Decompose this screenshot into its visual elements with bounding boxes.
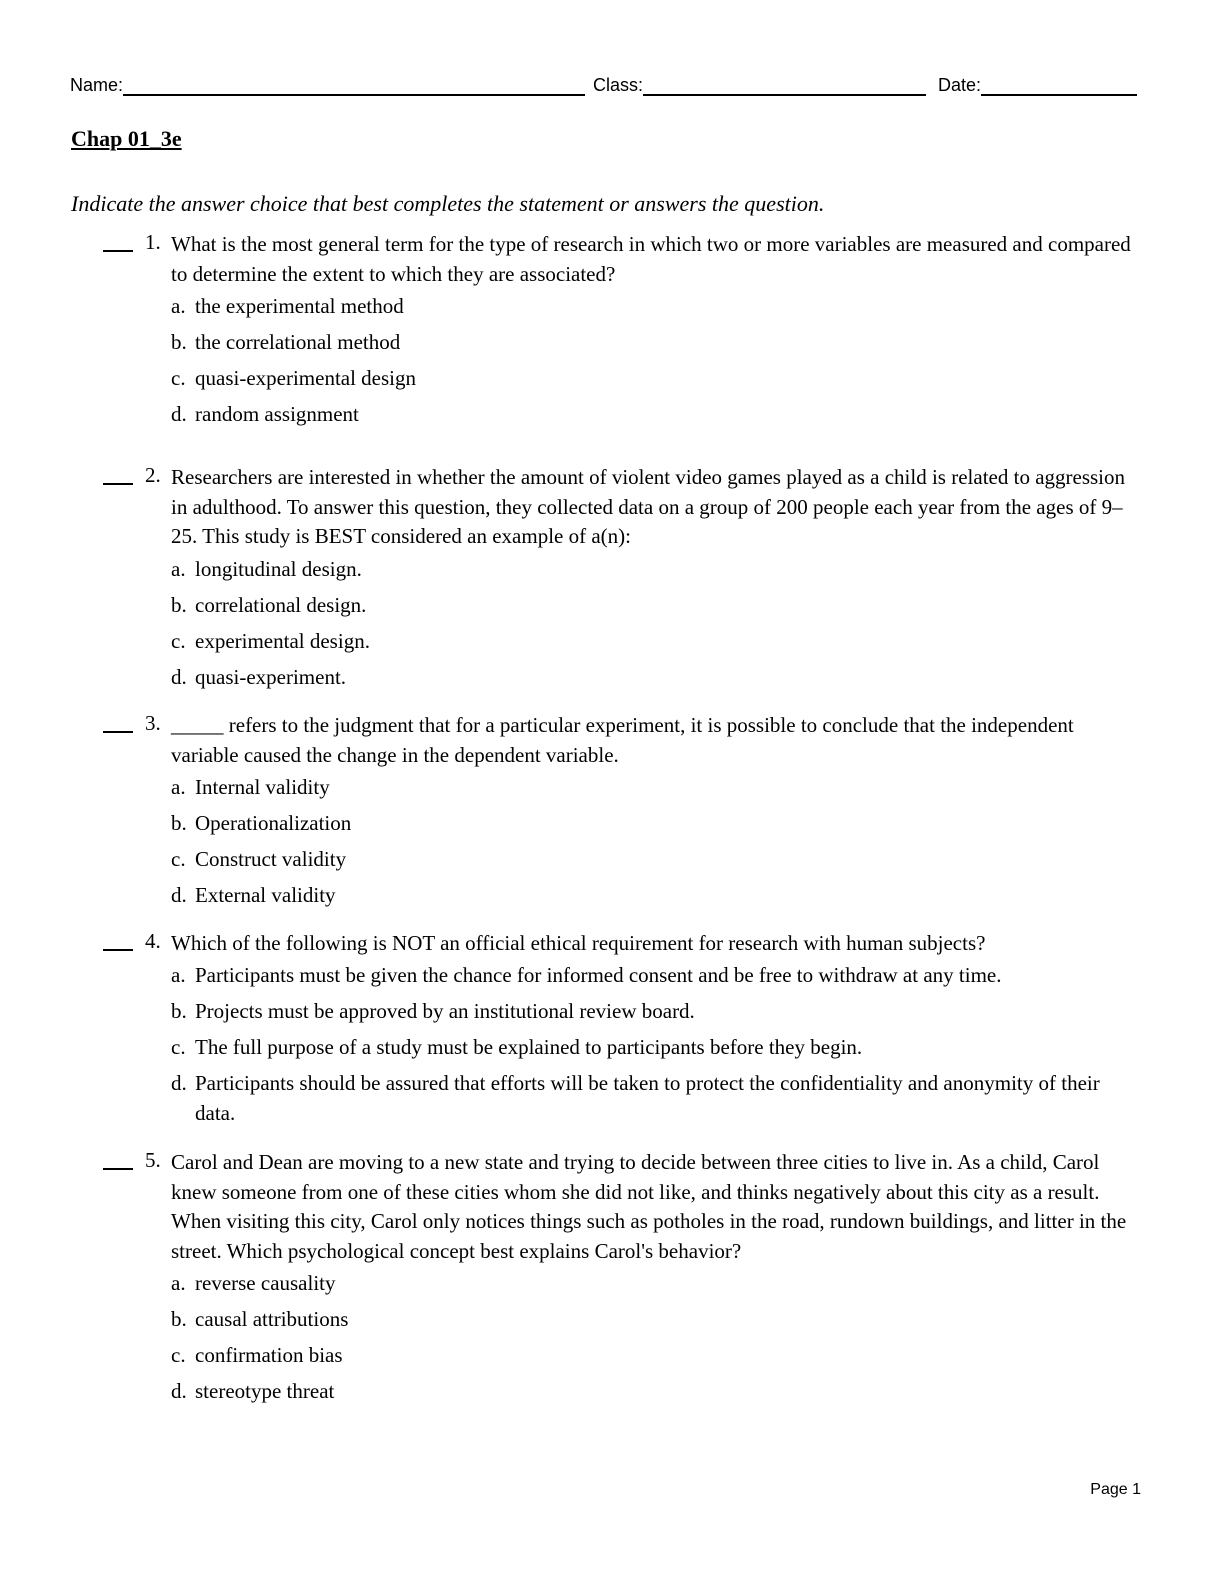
page-number: Page 1 — [1090, 1481, 1141, 1498]
option-text: Participants should be assured that efforts will be taken to protect the confidentiality and anonymity of their data. — [195, 1071, 1100, 1125]
option-text: Internal validity — [195, 775, 330, 799]
answer-blank[interactable] — [103, 483, 133, 485]
option-d — [171, 1069, 1141, 1128]
option-text: causal attributions — [195, 1307, 349, 1331]
option-text: random assignment — [195, 402, 359, 426]
question-number: 2. — [145, 463, 161, 487]
option-c — [171, 1341, 1141, 1371]
option-text: the correlational method — [195, 330, 401, 354]
question-number: 1. — [145, 230, 161, 254]
page-title: Chap 01_3e — [71, 126, 182, 151]
name-field[interactable] — [70, 70, 585, 96]
option-letter: a. — [171, 963, 186, 987]
answer-blank[interactable] — [103, 731, 133, 733]
answer-blank[interactable] — [103, 1168, 133, 1170]
option-text: Projects must be approved by an institutional review board. — [195, 999, 695, 1023]
option-text: Operationalization — [195, 811, 352, 835]
option-letter: a. — [171, 775, 186, 799]
worksheet-header — [70, 70, 1142, 98]
option-b — [171, 809, 1141, 839]
date-label: Date: — [938, 75, 982, 95]
answer-blank[interactable] — [103, 949, 133, 951]
option-text: stereotype threat — [195, 1379, 335, 1403]
option-letter: d. — [171, 402, 187, 426]
option-letter: d. — [171, 1071, 187, 1095]
option-a — [171, 1269, 1141, 1299]
option-letter: c. — [171, 366, 186, 390]
option-letter: b. — [171, 999, 187, 1023]
option-text: The full purpose of a study must be explained to participants before they begin. — [195, 1035, 863, 1059]
option-text: experimental design. — [195, 629, 370, 653]
option-text: Construct validity — [195, 847, 347, 871]
option-b — [171, 328, 1141, 358]
option-c — [171, 1033, 1141, 1063]
option-a — [171, 292, 1141, 322]
option-text: longitudinal design. — [195, 557, 362, 581]
option-letter: a. — [171, 294, 186, 318]
option-d — [171, 663, 1141, 693]
option-d — [171, 1377, 1141, 1407]
option-letter: b. — [171, 330, 187, 354]
option-c — [171, 845, 1141, 875]
option-letter: b. — [171, 811, 187, 835]
option-text: the experimental method — [195, 294, 404, 318]
option-letter: c. — [171, 1343, 186, 1367]
option-b — [171, 997, 1141, 1027]
option-letter: c. — [171, 1035, 186, 1059]
name-label: Name: — [70, 75, 124, 95]
option-d — [171, 881, 1141, 911]
option-text: Participants must be given the chance for informed consent and be free to withdraw at any time. — [195, 963, 1002, 987]
instructions: Indicate the answer choice that best completes the statement or answers the question. — [71, 191, 825, 216]
question-stem: What is the most general term for the type of research in which two or more variables are measured and compared to determine the extent to which they are associated? — [171, 232, 1131, 286]
option-a — [171, 961, 1141, 991]
option-text: reverse causality — [195, 1271, 336, 1295]
option-letter: b. — [171, 593, 187, 617]
class-field[interactable] — [593, 70, 926, 96]
name-line[interactable] — [123, 72, 585, 96]
question-stem: Which of the following is NOT an official ethical requirement for research with human subjects? — [171, 931, 986, 955]
option-text: quasi-experimental design — [195, 366, 417, 390]
option-d — [171, 400, 1141, 430]
class-label: Class: — [593, 75, 644, 95]
option-letter: a. — [171, 557, 186, 581]
option-a — [171, 773, 1141, 803]
option-letter: d. — [171, 883, 187, 907]
option-c — [171, 627, 1141, 657]
question-stem: _____ refers to the judgment that for a particular experiment, it is possible to conclude that the independent variable caused the change in the dependent variable. — [171, 713, 1074, 767]
option-b — [171, 1305, 1141, 1335]
option-letter: d. — [171, 665, 187, 689]
option-c — [171, 364, 1141, 394]
option-b — [171, 591, 1141, 621]
option-text: External validity — [195, 883, 336, 907]
date-line[interactable] — [981, 72, 1137, 96]
option-letter: b. — [171, 1307, 187, 1331]
date-field[interactable] — [938, 70, 1137, 96]
option-letter: a. — [171, 1271, 186, 1295]
option-text: confirmation bias — [195, 1343, 343, 1367]
answer-blank[interactable] — [103, 250, 133, 252]
option-letter: d. — [171, 1379, 187, 1403]
question-number: 5. — [145, 1148, 161, 1172]
class-line[interactable] — [643, 72, 926, 96]
question-number: 3. — [145, 711, 161, 735]
option-a — [171, 555, 1141, 585]
option-letter: c. — [171, 847, 186, 871]
question-number: 4. — [145, 929, 161, 953]
option-text: correlational design. — [195, 593, 367, 617]
option-letter: c. — [171, 629, 186, 653]
option-text: quasi-experiment. — [195, 665, 347, 689]
question-stem: Carol and Dean are moving to a new state and trying to decide between three cities to live in. As a child, Carol knew someone from one of these cities whom she did not like, and thinks negatively about this city as a result. When visiting this city, Carol only notices things such as potholes in the road, rundown buildings, and litter in the street. Which psychological concept best explains Carol's behavior? — [171, 1150, 1127, 1263]
question-stem: Researchers are interested in whether the amount of violent video games played as a child is related to aggression in adulthood. To answer this question, they collected data on a group of 200 people each year from the ages of 9–25. This study is BEST considered an example of a(n): — [171, 465, 1126, 548]
